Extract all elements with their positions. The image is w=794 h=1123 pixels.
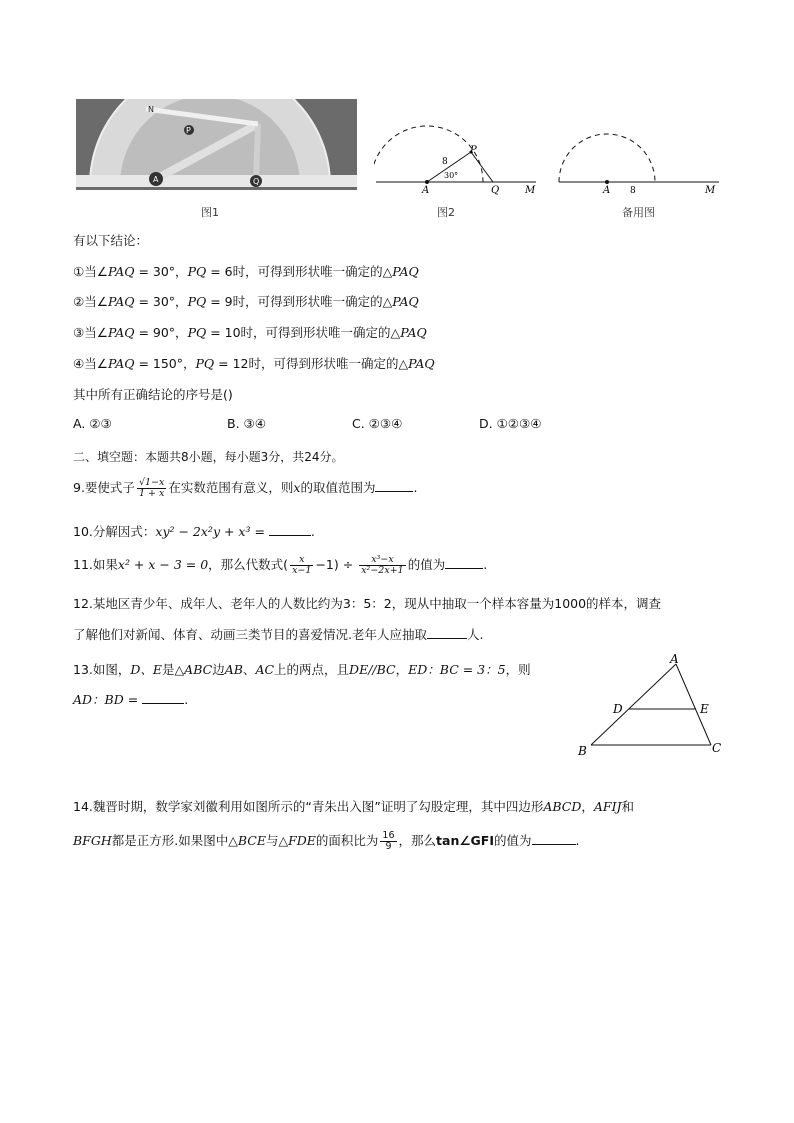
- triangle-label-a: A: [670, 652, 679, 666]
- fig2-label-a: A: [422, 185, 430, 196]
- conclusion-1: ①当∠PAQ = 30°，PQ = 6时，可得到形状唯一确定的△PAQ: [73, 264, 419, 279]
- question-14-line-1: 14.魏晋时期，数学家刘徽利用如图所示的“青朱出入图”证明了勾股定理，其中四边形ABCD，AFIJ和: [73, 799, 635, 814]
- answer-blank-14[interactable]: [532, 843, 576, 845]
- question-12-line-2: 了解他们对新闻、体育、动画三类节目的喜爱情况.老年人应抽取 人.: [73, 627, 484, 642]
- triangle-label-c: C: [712, 741, 722, 755]
- triangle-label-b: B: [578, 744, 587, 758]
- option-d[interactable]: D. ①②③④: [479, 416, 542, 431]
- answer-blank-11[interactable]: [445, 567, 483, 569]
- figure-2: [374, 125, 540, 200]
- question-text: 其中所有正确结论的序号是(): [73, 387, 233, 402]
- question-11: 11.如果x² + x − 3 = 0，那么代数式( $\frac{x}{x-1}$ −1) ÷ $\frac{\text{x³−x}}{\text{x²−2x+1}}$ 的值为 .: [73, 554, 488, 576]
- question-10: 10.分解因式：xy² − 2x²y + x³ = .: [73, 524, 315, 539]
- option-a[interactable]: A. ②③: [73, 416, 112, 431]
- photo-label-p: P: [186, 126, 191, 135]
- photo-label-q: Q: [253, 177, 260, 186]
- fig2-caption: 图2: [437, 206, 455, 219]
- answer-blank-10[interactable]: [269, 534, 311, 536]
- fig2-label-p: P: [470, 145, 477, 156]
- protractor-photo: [76, 99, 357, 190]
- fig2-label-q: Q: [491, 185, 500, 196]
- option-b[interactable]: B. ③④: [227, 416, 266, 431]
- fig2-label-m: M: [525, 185, 536, 196]
- question-12-line-1: 12.某地区青少年、成年人、老年人的人数比约为3：5：2，现从中抽取一个样本容量为1000的样本，调查: [73, 596, 662, 611]
- fig3-length-label: 8: [630, 186, 636, 196]
- question-9: 9.要使式子 $\frac{√1-x}{1 + x}$ 在实数范围有意义，则x的取值范围为 .: [73, 477, 418, 499]
- question-13-line-1: 13.如图，D、E是△ABC边AB、AC上的两点，且DE//BC，ED：BC = 3：5，则: [73, 662, 531, 677]
- conclusion-3: ③当∠PAQ = 90°，PQ = 10时，可得到形状唯一确定的△PAQ: [73, 325, 427, 340]
- question-14-line-2: BFGH都是正方形.如果图中△BCE与△FDE的面积比为 $\frac{16}{9}$ ，那么tan∠GFI的值为 .: [73, 830, 580, 852]
- answer-blank-12[interactable]: [427, 637, 467, 639]
- answer-blank-9[interactable]: [375, 490, 413, 492]
- fig3-label-m: M: [705, 185, 716, 196]
- answer-blank-13[interactable]: [142, 702, 184, 704]
- conclusions-intro: 有以下结论：: [73, 233, 149, 248]
- fig2-length-label: 8: [442, 157, 448, 167]
- photo-label-n: N: [148, 105, 154, 114]
- figure-spare: [557, 125, 723, 200]
- fig2-angle-label: 30°: [444, 171, 459, 180]
- fig1-caption: 图1: [201, 206, 219, 219]
- triangle-label-e: E: [700, 702, 709, 716]
- conclusion-4: ④当∠PAQ = 150°，PQ = 12时，可得到形状唯一确定的△PAQ: [73, 356, 435, 371]
- photo-label-a: A: [153, 175, 159, 184]
- option-c[interactable]: C. ②③④: [352, 416, 403, 431]
- section-2-heading: 二、填空题：本题共8小题，每小题3分，共24分。: [73, 450, 344, 464]
- triangle-figure: [575, 650, 730, 760]
- fig3-label-a: A: [603, 185, 611, 196]
- question-13-line-2: AD：BD = .: [73, 692, 189, 707]
- conclusion-2: ②当∠PAQ = 30°，PQ = 9时，可得到形状唯一确定的△PAQ: [73, 294, 419, 309]
- fig3-caption: 备用图: [622, 206, 655, 219]
- triangle-label-d: D: [613, 702, 623, 716]
